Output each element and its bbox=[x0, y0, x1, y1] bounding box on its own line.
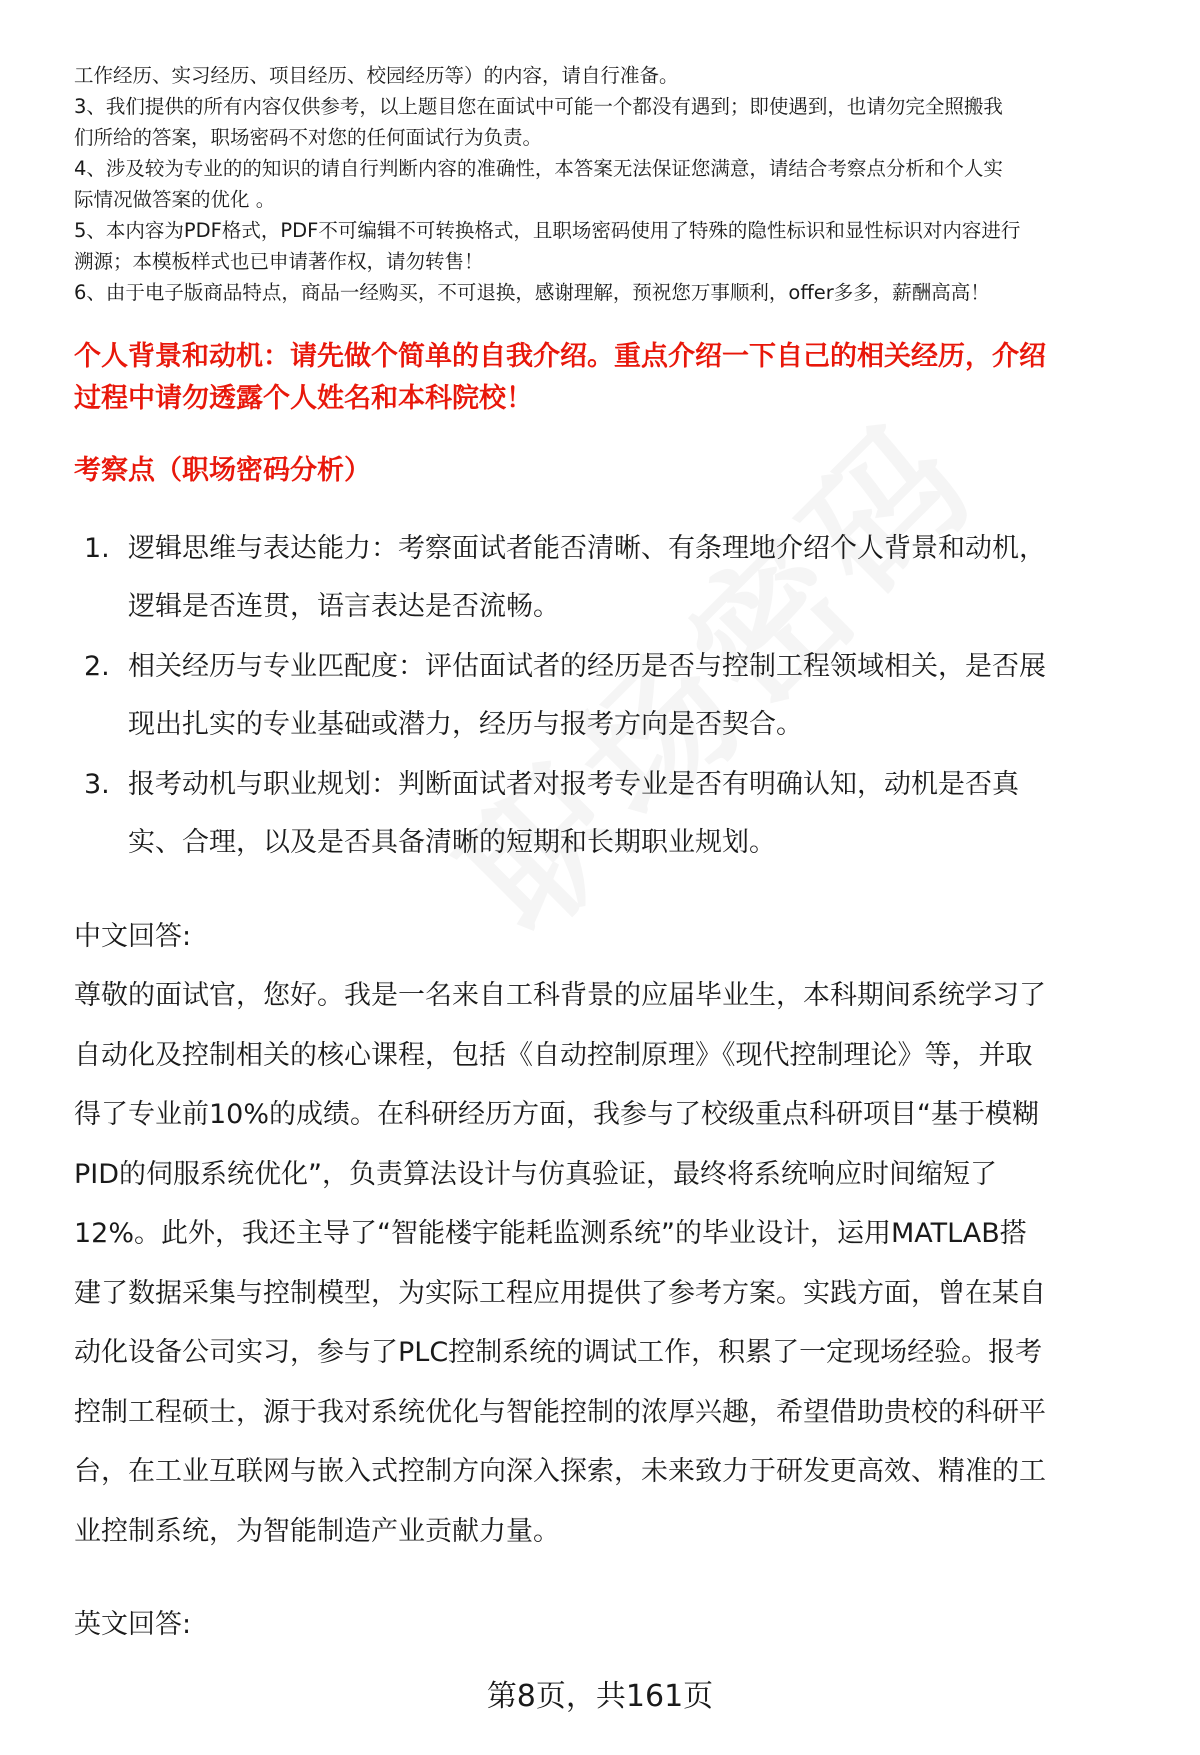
list-item-line: 报考动机与职业规划：判断面试者对报考专业是否有明确认知，动机是否真 bbox=[128, 769, 1019, 800]
list-item-number: 3. bbox=[84, 769, 110, 800]
note-line: 际情况做答案的优化 。 bbox=[74, 188, 276, 211]
answer-line: 业控制系统，为智能制造产业贡献力量。 bbox=[74, 1515, 560, 1547]
note-line: 4、涉及较为专业的的知识的请自行判断内容的准确性，本答案无法保证您满意，请结合考察点分析和个人实 bbox=[74, 157, 1003, 180]
list-item-line: 现出扎实的专业基础或潜力，经历与报考方向是否契合。 bbox=[128, 709, 803, 740]
answer-line: 建了数据采集与控制模型，为实际工程应用提供了参考方案。实践方面，曾在某自 bbox=[74, 1277, 1046, 1309]
chinese-answer-text bbox=[74, 966, 1150, 1561]
list-item-line: 逻辑思维与表达能力：考察面试者能否清晰、有条理地介绍个人背景和动机， bbox=[128, 533, 1046, 564]
list-item-text bbox=[128, 520, 1144, 636]
list-item bbox=[84, 638, 1144, 754]
note-line: 6、由于电子版商品特点，商品一经购买，不可退换，感谢理解，预祝您万事顺利，offer多多，薪酬高高！ bbox=[74, 281, 990, 304]
key-points-heading bbox=[74, 450, 371, 492]
note-line: 工作经历、实习经历、项目经历、校园经历等）的内容，请自行准备。 bbox=[74, 64, 679, 87]
list-item-line: 实、合理，以及是否具备清晰的短期和长期职业规划。 bbox=[128, 827, 776, 858]
list-item-text bbox=[128, 756, 1144, 872]
note-line: 3、我们提供的所有内容仅供参考，以上题目您在面试中可能一个都没有遇到；即使遇到，也请勿完全照搬我 bbox=[74, 95, 1003, 118]
question-line: 个人背景和动机：请先做个简单的自我介绍。重点介绍一下自己的相关经历，介绍 bbox=[74, 341, 1046, 372]
list-item bbox=[84, 520, 1144, 636]
answer-line: 12%。此外，我还主导了“智能楼宇能耗监测系统”的毕业设计，运用MATLAB搭 bbox=[74, 1218, 1027, 1249]
chinese-answer-label: 中文回答: bbox=[74, 921, 192, 952]
list-item-number: 2. bbox=[84, 651, 110, 682]
answer-line: 动化设备公司实习，参与了PLC控制系统的调试工作，积累了一定现场经验。报考 bbox=[74, 1337, 1043, 1368]
english-answer-label: 英文回答: bbox=[74, 1609, 192, 1640]
note-line: 们所给的答案，职场密码不对您的任何面试行为负责。 bbox=[74, 126, 543, 149]
note-line: 溯源；本模板样式也已申请著作权，请勿转售！ bbox=[74, 250, 484, 273]
list-item bbox=[84, 756, 1144, 872]
notes-section bbox=[74, 60, 1164, 308]
answer-line: 自动化及控制相关的核心课程，包括《自动控制原理》《现代控制理论》等，并取 bbox=[74, 1039, 1033, 1071]
answer-line: 得了专业前10%的成绩。在科研经历方面，我参与了校级重点科研项目“基于模糊 bbox=[74, 1099, 1039, 1130]
list-item-line: 逻辑是否连贯，语言表达是否流畅。 bbox=[128, 591, 560, 622]
key-points-list bbox=[84, 520, 1144, 874]
question-line: 过程中请勿透露个人姓名和本科院校！ bbox=[74, 383, 533, 414]
answer-line: 尊敬的面试官，您好。我是一名来自工科背景的应届毕业生，本科期间系统学习了 bbox=[74, 980, 1046, 1011]
list-item-number: 1. bbox=[84, 533, 110, 564]
list-item-text bbox=[128, 638, 1144, 754]
question-heading bbox=[74, 336, 1154, 420]
key-points-title: 考察点（职场密码分析） bbox=[74, 455, 371, 486]
page-number: 第8页，共161页 bbox=[486, 1679, 714, 1714]
answer-line: 控制工程硕士，源于我对系统优化与智能控制的浓厚兴趣，希望借助贵校的科研平 bbox=[74, 1396, 1046, 1428]
answer-line: PID的伺服系统优化”，负责算法设计与仿真验证，最终将系统响应时间缩短了 bbox=[74, 1158, 998, 1190]
note-line: 5、本内容为PDF格式，PDF不可编辑不可转换格式，且职场密码使用了特殊的隐性标识和显性标识对内容进行 bbox=[74, 219, 1021, 242]
list-item-line: 相关经历与专业匹配度：评估面试者的经历是否与控制工程领域相关，是否展 bbox=[128, 651, 1046, 682]
answer-line: 台，在工业互联网与嵌入式控制方向深入探索，未来致力于研发更高效、精准的工 bbox=[74, 1456, 1046, 1487]
